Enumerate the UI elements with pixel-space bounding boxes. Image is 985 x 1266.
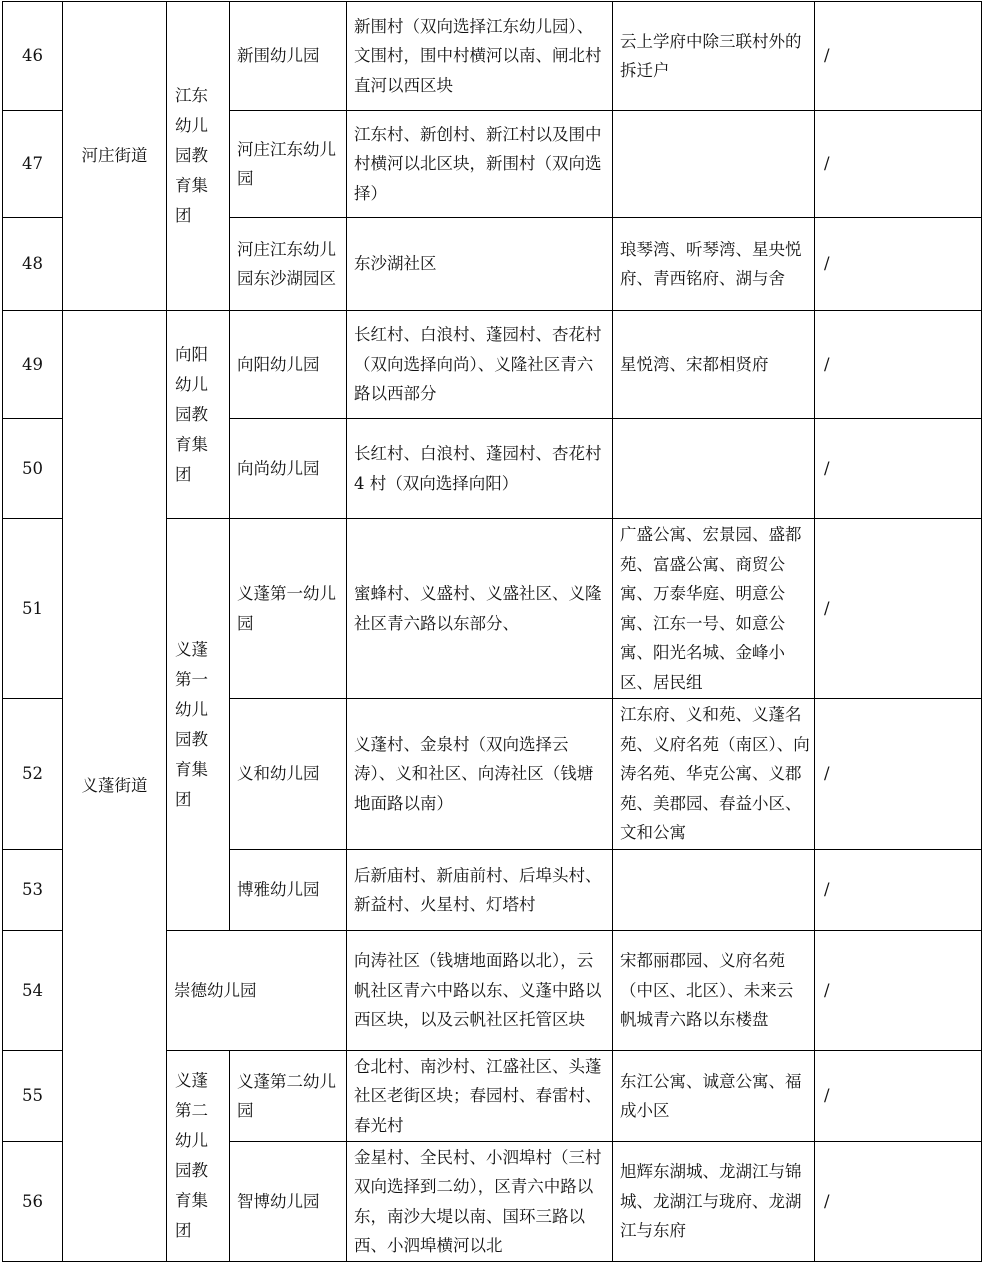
row-number: 54: [3, 931, 63, 1051]
row-number: 49: [3, 311, 63, 419]
row-number: 50: [3, 419, 63, 519]
table-row: [3, 311, 982, 419]
kindergarten-cell: 义蓬第二幼儿园: [230, 1051, 347, 1142]
residence-cell: [613, 850, 815, 931]
note-cell: /: [815, 311, 982, 419]
table-row: [3, 2, 982, 111]
area-cell: 新围村（双向选择江东幼儿园）、文围村，围中村横河以南、闸北村直河以西区块: [347, 2, 613, 111]
note-cell: /: [815, 419, 982, 519]
residence-cell: 宋都丽郡园、义府名苑（中区、北区）、未来云帆城青六路以东楼盘: [613, 931, 815, 1051]
residence-cell: 东江公寓、诚意公寓、福成小区: [613, 1051, 815, 1142]
residence-cell: 星悦湾、宋都相贤府: [613, 311, 815, 419]
residence-cell: [613, 111, 815, 218]
area-cell: 义蓬村、金泉村（双向选择云涛）、义和社区、向涛社区（钱塘地面路以南）: [347, 699, 613, 850]
group-cell: 义蓬第二幼儿园教育集团: [167, 1051, 230, 1262]
area-cell: 江东村、新创村、新江村以及围中村横河以北区块，新围村（双向选择）: [347, 111, 613, 218]
area-cell: 东沙湖社区: [347, 218, 613, 311]
area-cell: 长红村、白浪村、蓬园村、杏花村 4 村（双向选择向阳）: [347, 419, 613, 519]
note-cell: /: [815, 850, 982, 931]
area-cell: 向涛社区（钱塘地面路以北），云帆社区青六中路以东、义蓬中路以西区块，以及云帆社区托管区块: [347, 931, 613, 1051]
row-number: 47: [3, 111, 63, 218]
note-cell: /: [815, 519, 982, 699]
kindergarten-cell: 新围幼儿园: [230, 2, 347, 111]
group-cell: 江东幼儿园教育集团: [167, 2, 230, 311]
residence-cell: 云上学府中除三联村外的拆迁户: [613, 2, 815, 111]
note-cell: /: [815, 931, 982, 1051]
school-district-table: [2, 1, 982, 1262]
row-number: 48: [3, 218, 63, 311]
area-cell: 仓北村、南沙村、江盛社区、头蓬社区老街区块；春园村、春雷村、春光村: [347, 1051, 613, 1142]
group-cell: 义蓬第一幼儿园教育集团: [167, 519, 230, 931]
kindergarten-cell: 向尚幼儿园: [230, 419, 347, 519]
note-cell: /: [815, 218, 982, 311]
note-cell: /: [815, 2, 982, 111]
group-cell: 向阳幼儿园教育集团: [167, 311, 230, 519]
area-cell: 长红村、白浪村、蓬园村、杏花村（双向选择向尚）、义隆社区青六路以西部分: [347, 311, 613, 419]
street-cell: 河庄街道: [63, 2, 167, 311]
area-cell: 金星村、全民村、小泗埠村（三村双向选择到二幼），区青六中路以东，南沙大堤以南、国环三路以西、小泗埠横河以北: [347, 1142, 613, 1262]
row-number: 53: [3, 850, 63, 931]
kindergarten-cell: 河庄江东幼儿园东沙湖园区: [230, 218, 347, 311]
kindergarten-cell: 博雅幼儿园: [230, 850, 347, 931]
kindergarten-cell: 义和幼儿园: [230, 699, 347, 850]
kindergarten-cell: 河庄江东幼儿园: [230, 111, 347, 218]
note-cell: /: [815, 111, 982, 218]
kindergarten-cell: 义蓬第一幼儿园: [230, 519, 347, 699]
residence-cell: 广盛公寓、宏景园、盛都苑、富盛公寓、商贸公寓、万泰华庭、明意公寓、江东一号、如意公寓、阳光名城、金峰小区、居民组: [613, 519, 815, 699]
row-number: 51: [3, 519, 63, 699]
row-number: 56: [3, 1142, 63, 1262]
note-cell: /: [815, 1051, 982, 1142]
area-cell: 蜜蜂村、义盛村、义盛社区、义隆社区青六路以东部分、: [347, 519, 613, 699]
note-cell: /: [815, 699, 982, 850]
kindergarten-cell: 智博幼儿园: [230, 1142, 347, 1262]
row-number: 46: [3, 2, 63, 111]
kindergarten-cell: 向阳幼儿园: [230, 311, 347, 419]
residence-cell: 旭辉东湖城、龙湖江与锦城、龙湖江与珑府、龙湖江与东府: [613, 1142, 815, 1262]
residence-cell: [613, 419, 815, 519]
residence-cell: 江东府、义和苑、义蓬名苑、义府名苑（南区）、向涛名苑、华克公寓、义郡苑、美郡园、春益小区、文和公寓: [613, 699, 815, 850]
note-cell: /: [815, 1142, 982, 1262]
row-number: 55: [3, 1051, 63, 1142]
street-cell: 义蓬街道: [63, 311, 167, 1262]
row-number: 52: [3, 699, 63, 850]
area-cell: 后新庙村、新庙前村、后埠头村、新益村、火星村、灯塔村: [347, 850, 613, 931]
kindergarten-cell: 崇德幼儿园: [167, 931, 347, 1051]
residence-cell: 琅琴湾、听琴湾、星央悦府、青西铭府、湖与舍: [613, 218, 815, 311]
